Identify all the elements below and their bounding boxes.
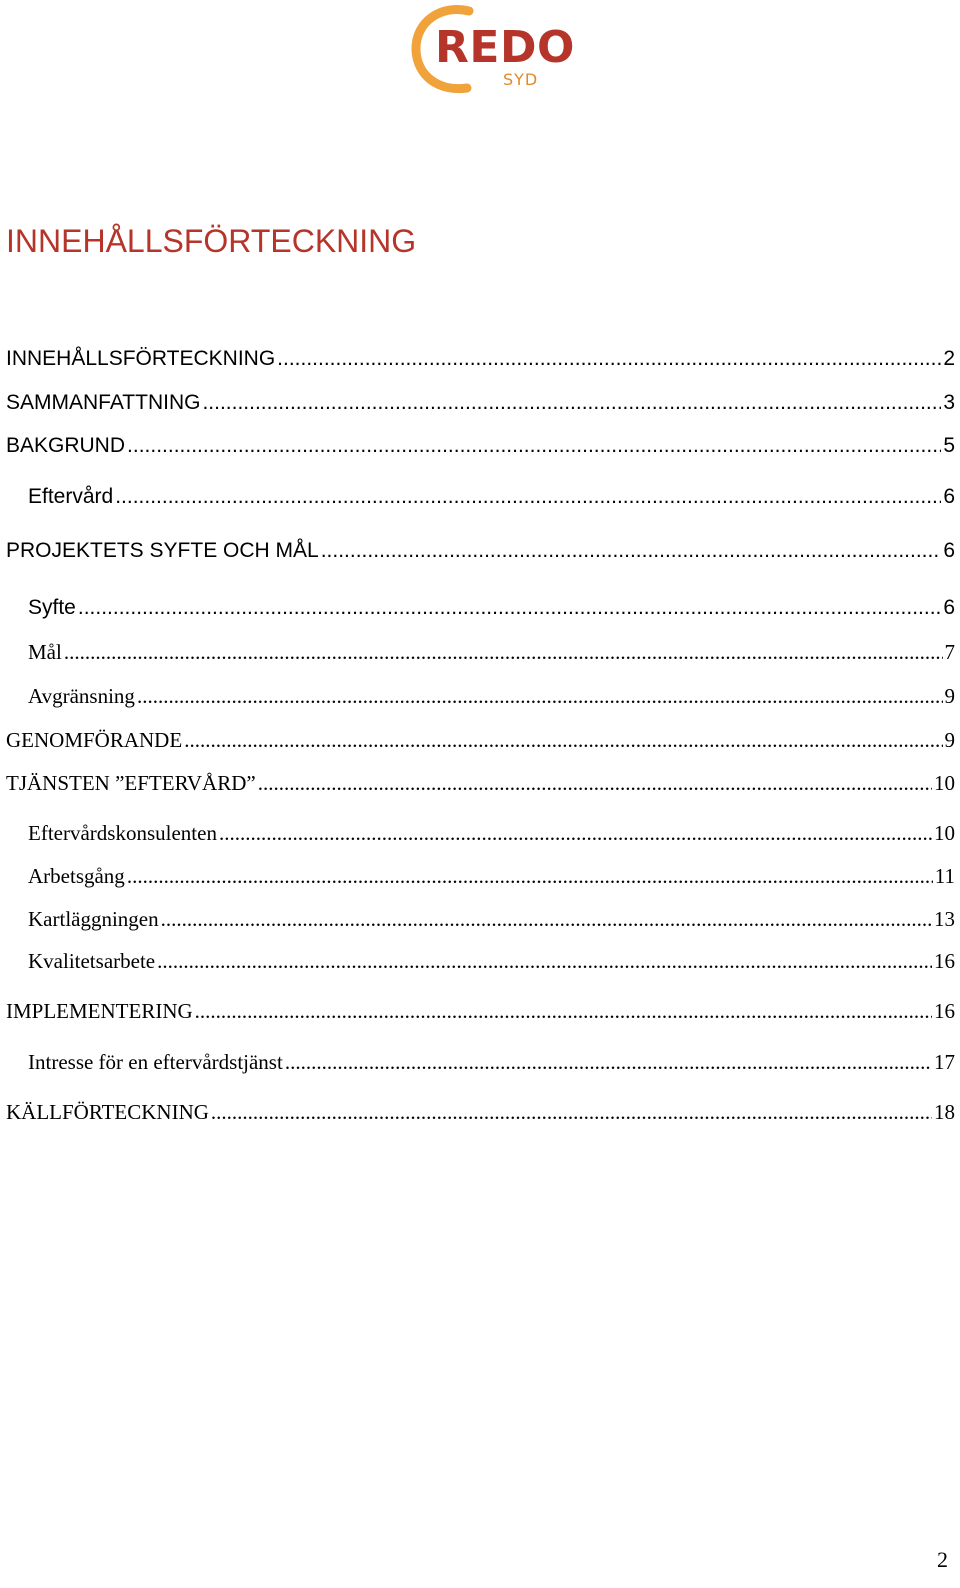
- toc-entry-page: 3: [943, 391, 955, 414]
- toc-entry-page: 6: [943, 485, 955, 508]
- toc-dot-leader: [195, 996, 932, 1026]
- toc-entry[interactable]: [6, 1097, 955, 1127]
- toc-entry[interactable]: [28, 593, 955, 623]
- toc-entry-page: 7: [944, 640, 955, 664]
- toc-entry-label: IMPLEMENTERING: [6, 999, 193, 1023]
- toc-entry-label: SAMMANFATTNING: [6, 391, 201, 414]
- toc-entry[interactable]: [28, 1047, 955, 1077]
- toc-dot-leader: [321, 536, 942, 566]
- toc-dot-leader: [211, 1097, 932, 1127]
- toc-dot-leader: [137, 681, 943, 711]
- toc-entry-page: 17: [934, 1050, 955, 1074]
- toc-entry-label: Eftervårdskonsulenten: [28, 821, 217, 845]
- toc-entry-label: TJÄNSTEN ”EFTERVÅRD”: [6, 771, 256, 795]
- toc-entry-label: Kvalitetsarbete: [28, 949, 156, 973]
- toc-entry-page: 2: [943, 347, 955, 370]
- toc-entry-label: PROJEKTETS SYFTE OCH MÅL: [6, 539, 319, 562]
- toc-entry[interactable]: [28, 946, 955, 976]
- toc-dot-leader: [127, 861, 933, 891]
- toc-entry-label: GENOMFÖRANDE: [6, 728, 183, 752]
- toc-entry-label: KÄLLFÖRTECKNING: [6, 1100, 209, 1124]
- toc-entry-label: Kartläggningen: [28, 907, 159, 931]
- toc-entry-label: INNEHÅLLSFÖRTECKNING: [6, 347, 276, 370]
- toc-entry-page: 9: [944, 684, 955, 708]
- toc-dot-leader: [115, 482, 941, 512]
- toc-entry-page: 9: [944, 728, 955, 752]
- toc-entry-page: 16: [934, 999, 955, 1023]
- toc-entry[interactable]: [28, 904, 955, 934]
- toc-entry-page: 6: [943, 539, 955, 562]
- toc-entry-page: 10: [934, 821, 955, 845]
- toc-dot-leader: [285, 1047, 932, 1077]
- toc-entry[interactable]: [28, 637, 955, 667]
- toc-entry-label: Syfte: [28, 596, 76, 619]
- toc-entry[interactable]: [28, 861, 955, 891]
- toc-entry[interactable]: [28, 482, 955, 512]
- toc-entry[interactable]: [6, 431, 955, 461]
- toc-entry-label: Arbetsgång: [28, 864, 125, 888]
- toc-entry-label: Intresse för en eftervårdstjänst: [28, 1050, 283, 1074]
- logo-sub-text: SYD: [503, 70, 539, 89]
- toc-dot-leader: [258, 768, 932, 798]
- toc-entry-page: 11: [934, 864, 955, 888]
- logo-brand-text: REDO: [435, 22, 575, 73]
- toc-entry-label: Avgränsning: [28, 684, 135, 708]
- toc-dot-leader: [78, 593, 941, 623]
- toc-dot-leader: [161, 904, 932, 934]
- toc-entry-page: 18: [934, 1100, 955, 1124]
- toc-entry[interactable]: [6, 344, 955, 374]
- toc-dot-leader: [277, 344, 941, 374]
- toc-entry[interactable]: [6, 725, 955, 755]
- toc-entry-page: 6: [943, 596, 955, 619]
- toc-entry[interactable]: [6, 996, 955, 1026]
- toc-entry[interactable]: [28, 818, 955, 848]
- toc-entry-label: Mål: [28, 640, 62, 664]
- toc-entry-label: Eftervård: [28, 485, 114, 508]
- toc-dot-leader: [219, 818, 932, 848]
- toc-entry[interactable]: [6, 768, 955, 798]
- toc-entry[interactable]: [28, 681, 955, 711]
- toc-dot-leader: [127, 431, 941, 461]
- toc-entry-page: 5: [943, 434, 955, 457]
- toc-entry-page: 10: [934, 771, 955, 795]
- page-number: 2: [937, 1547, 948, 1572]
- toc-entry-page: 16: [934, 949, 955, 973]
- toc-dot-leader: [202, 388, 941, 418]
- toc-entry[interactable]: [6, 388, 955, 418]
- toc-entry[interactable]: [6, 536, 955, 566]
- toc-dot-leader: [184, 725, 942, 755]
- toc-entry-page: 13: [934, 907, 955, 931]
- page-title: INNEHÅLLSFÖRTECKNING: [6, 223, 417, 259]
- toc-dot-leader: [157, 946, 932, 976]
- toc-entry-label: BAKGRUND: [6, 434, 126, 457]
- toc-dot-leader: [64, 637, 943, 667]
